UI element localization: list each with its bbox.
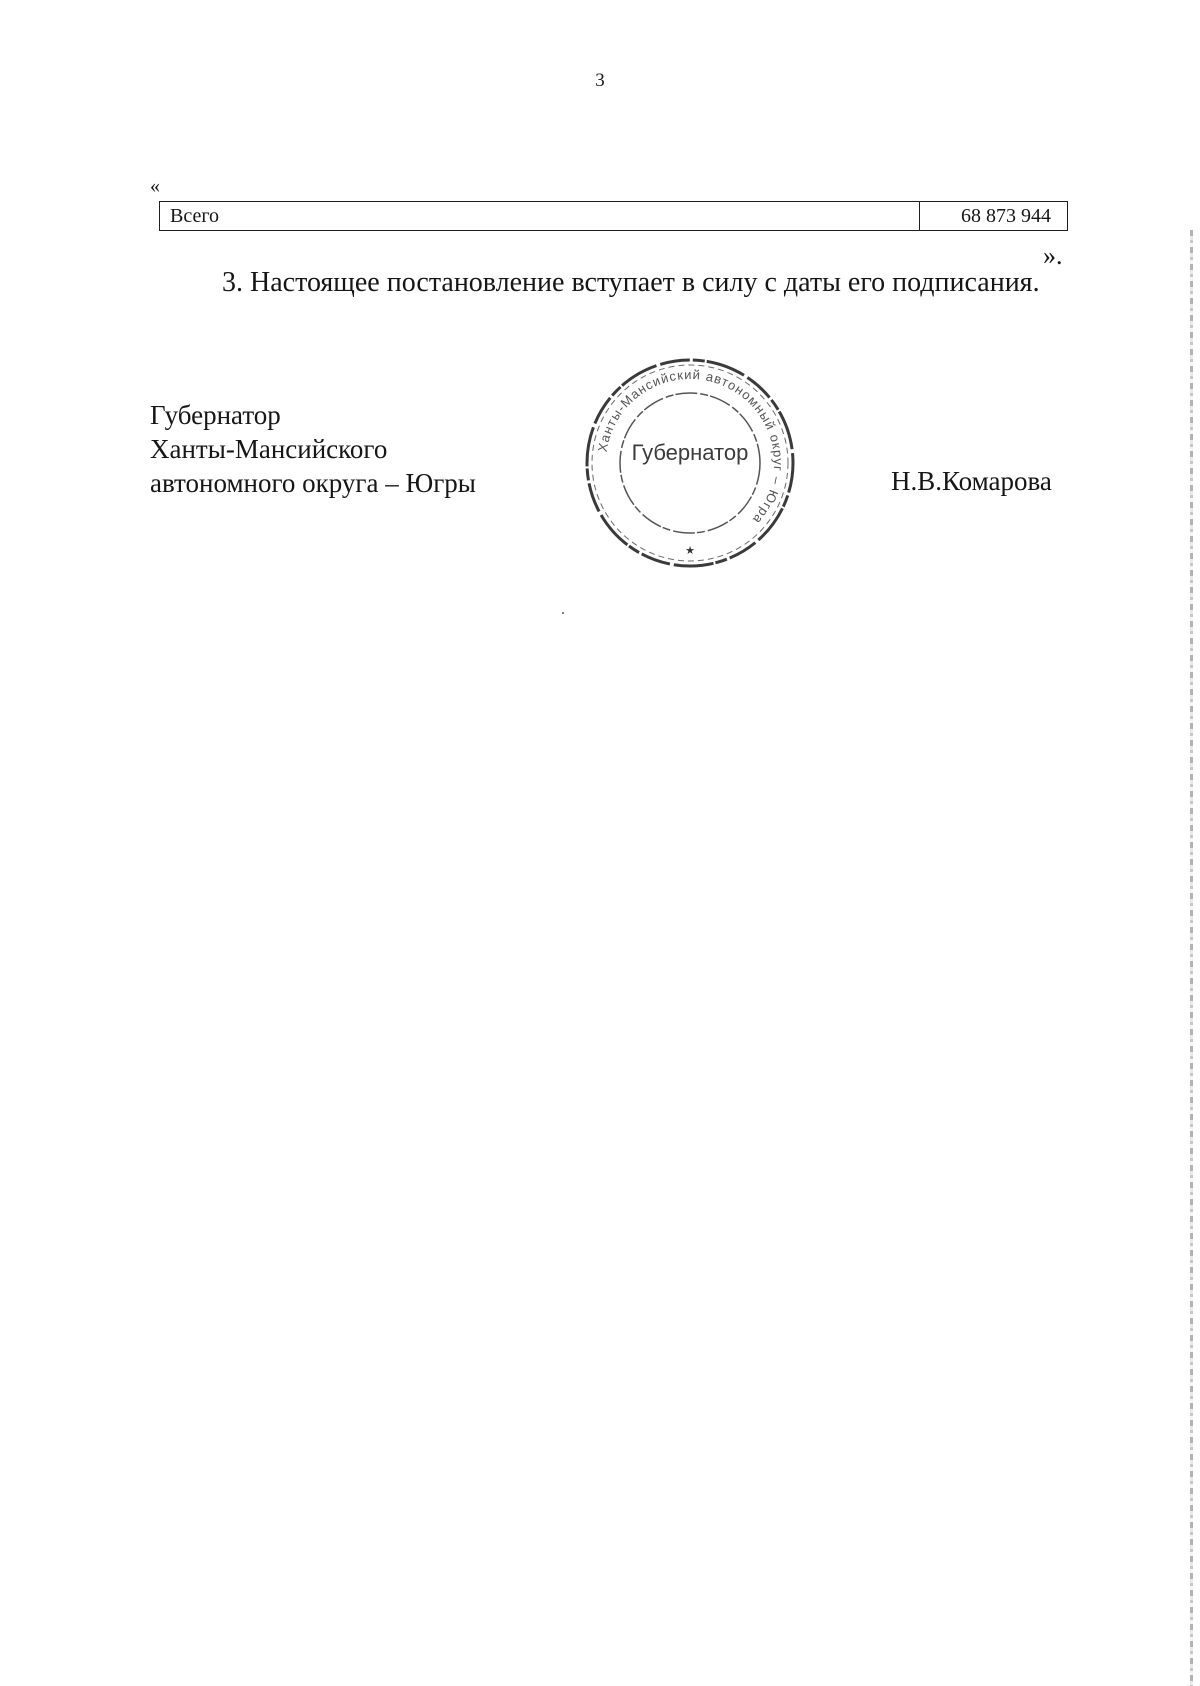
signatory-title: [150, 398, 476, 500]
signatory-title-line: автономного округа – Югры: [150, 468, 476, 498]
total-table: [159, 201, 1068, 231]
stamp-seal-icon: [575, 348, 805, 578]
total-value-cell: 68 873 944: [920, 202, 1068, 231]
scan-edge-artifact: [1190, 230, 1193, 1686]
close-quote: ».: [1043, 241, 1063, 270]
stamp-ring-text: Ханты-Мансийский автономный округ – Югра: [594, 366, 787, 528]
scan-speck-artifact: [562, 612, 564, 614]
effective-date-clause: 3. Настоящее постановление вступает в силу с даты его подписания.: [222, 267, 1040, 298]
stamp-center-text: Губернатор: [631, 440, 749, 465]
signatory-title-line: Губернатор: [150, 400, 281, 430]
open-quote: «: [150, 175, 160, 197]
signer-name: Н.В.Комарова: [891, 466, 1052, 496]
table-row: [160, 202, 1068, 231]
stamp-star-icon: ★: [685, 544, 695, 557]
page-number: 3: [595, 70, 605, 91]
total-label-cell: Всего: [160, 202, 920, 231]
signatory-title-line: Ханты-Мансийского: [150, 434, 388, 464]
official-stamp: [575, 348, 805, 578]
